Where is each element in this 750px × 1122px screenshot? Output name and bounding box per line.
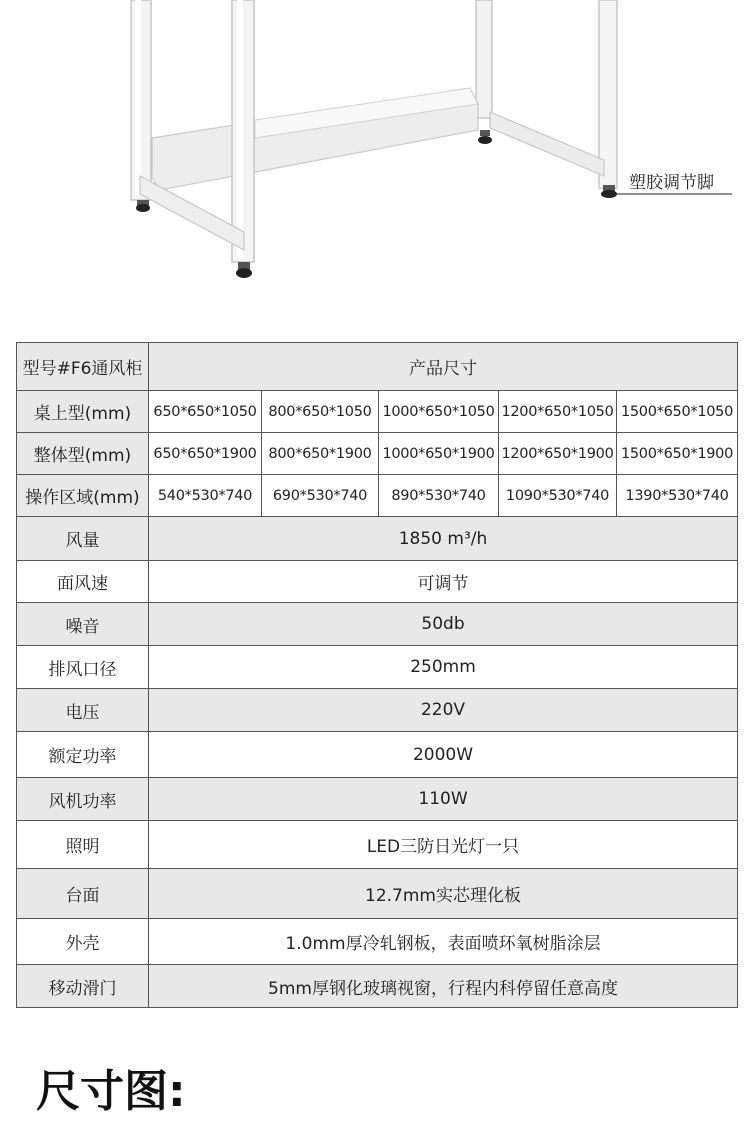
size-cell: 1090*530*740	[499, 475, 617, 517]
size-cell: 800*650*1900	[262, 433, 379, 475]
size-cell: 1500*650*1900	[617, 433, 738, 475]
spec-label: 额定功率	[17, 732, 149, 778]
spec-value: 250mm	[149, 646, 738, 689]
spec-row	[17, 821, 738, 869]
spec-table	[16, 342, 738, 1008]
size-row	[17, 391, 738, 433]
spec-value: 50db	[149, 603, 738, 646]
spec-row	[17, 869, 738, 919]
size-cell: 650*650*1050	[149, 391, 262, 433]
spec-row	[17, 689, 738, 732]
header-row	[17, 343, 738, 391]
adjustable-foot-icon	[601, 185, 617, 198]
adjustable-foot-icon	[136, 200, 150, 212]
spec-value: 1850 m³/h	[149, 517, 738, 561]
spec-value: 12.7mm实芯理化板	[149, 869, 738, 919]
spec-label: 噪音	[17, 603, 149, 646]
size-row	[17, 475, 738, 517]
size-row-label: 整体型(mm)	[17, 433, 149, 475]
size-cell: 1000*650*1050	[379, 391, 499, 433]
size-cell: 800*650*1050	[262, 391, 379, 433]
size-cell: 540*530*740	[149, 475, 262, 517]
size-label-cell: 产品尺寸	[149, 343, 738, 391]
spec-label: 外壳	[17, 919, 149, 965]
spec-row	[17, 646, 738, 689]
size-row-label: 桌上型(mm)	[17, 391, 149, 433]
size-cell: 1000*650*1900	[379, 433, 499, 475]
section-title: 尺寸图:	[36, 1066, 186, 1117]
spec-row	[17, 603, 738, 646]
spec-row	[17, 965, 738, 1008]
size-cell: 890*530*740	[379, 475, 499, 517]
base-frame-illustration	[0, 0, 750, 300]
size-cell: 1200*650*1050	[499, 391, 617, 433]
size-cell: 1390*530*740	[617, 475, 738, 517]
spec-label: 移动滑门	[17, 965, 149, 1008]
adjustable-foot-icon	[236, 262, 252, 278]
size-cell: 1200*650*1900	[499, 433, 617, 475]
spec-value: LED三防日光灯一只	[149, 821, 738, 869]
spec-label: 排风口径	[17, 646, 149, 689]
spec-value: 2000W	[149, 732, 738, 778]
spec-row	[17, 561, 738, 603]
spec-label: 照明	[17, 821, 149, 869]
foot-label: 塑胶调节脚	[629, 173, 714, 193]
spec-row	[17, 517, 738, 561]
spec-value: 可调节	[149, 561, 738, 603]
spec-value: 220V	[149, 689, 738, 732]
size-cell: 1500*650*1050	[617, 391, 738, 433]
model-label-cell: 型号#F6通风柜	[17, 343, 149, 391]
spec-label: 面风速	[17, 561, 149, 603]
adjustable-foot-icon	[478, 130, 492, 144]
size-row	[17, 433, 738, 475]
spec-value: 1.0mm厚冷轧钢板，表面喷环氧树脂涂层	[149, 919, 738, 965]
spec-row	[17, 919, 738, 965]
spec-value: 110W	[149, 778, 738, 821]
size-row-label: 操作区域(mm)	[17, 475, 149, 517]
spec-row	[17, 778, 738, 821]
spec-label: 风量	[17, 517, 149, 561]
size-cell: 650*650*1900	[149, 433, 262, 475]
size-cell: 690*530*740	[262, 475, 379, 517]
spec-label: 风机功率	[17, 778, 149, 821]
spec-row	[17, 732, 738, 778]
spec-label: 台面	[17, 869, 149, 919]
spec-label: 电压	[17, 689, 149, 732]
spec-value: 5mm厚钢化玻璃视窗，行程内科停留任意高度	[149, 965, 738, 1008]
